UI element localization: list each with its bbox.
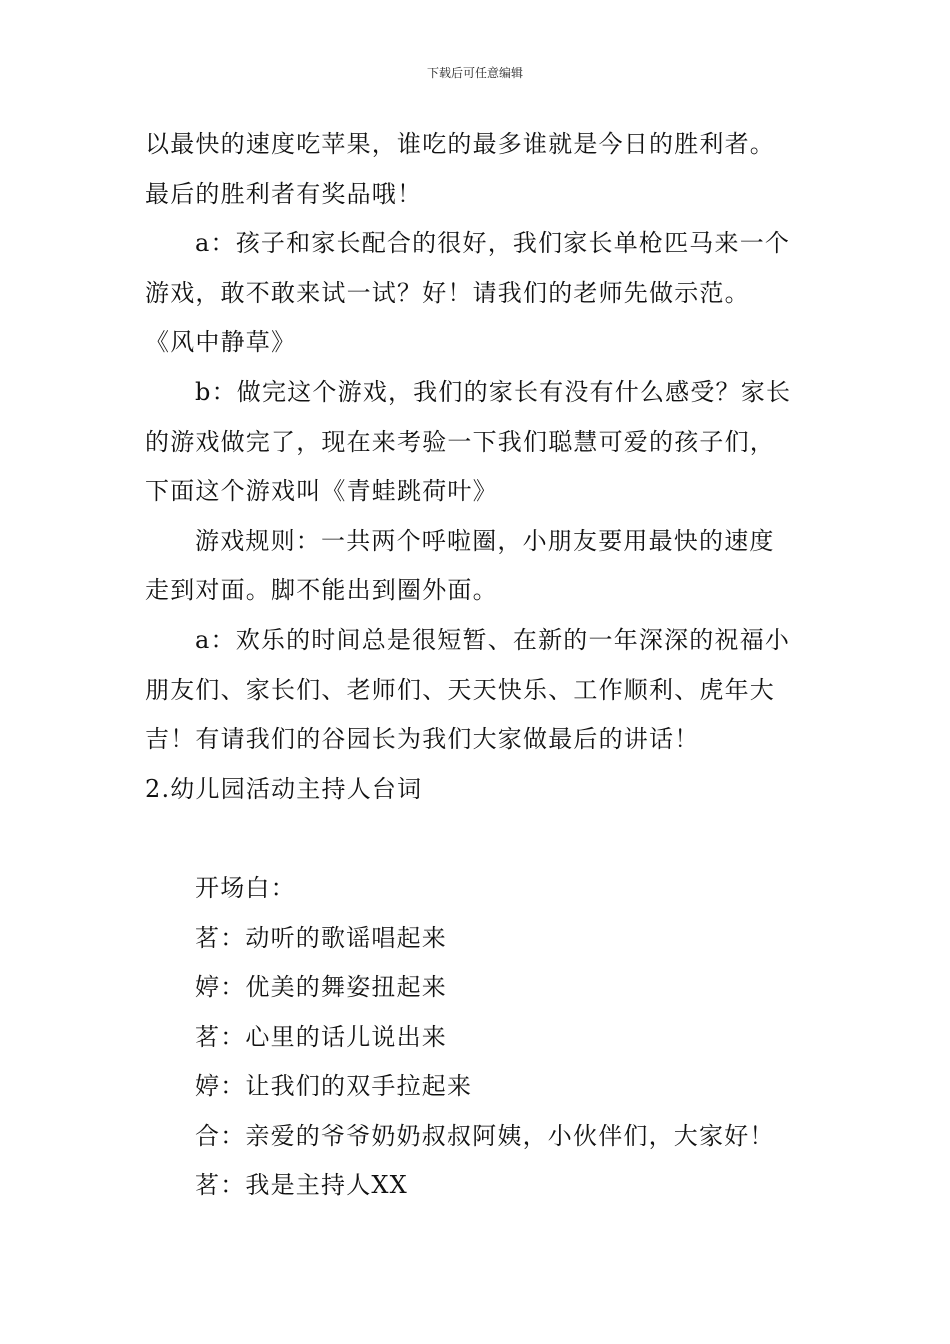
page-header: 下载后可任意编辑	[426, 66, 523, 80]
blank-line	[145, 814, 810, 864]
paragraph-line: 茗：我是主持人XX	[195, 1171, 408, 1200]
paragraph-line: 的游戏做完了，现在来考验一下我们聪慧可爱的孩子们，	[145, 427, 775, 456]
paragraph-line: 婷：让我们的双手拉起来	[195, 1072, 473, 1101]
paragraph-line: 茗：动听的歌谣唱起来	[195, 923, 447, 952]
paragraph-line: 合：亲爱的爷爷奶奶叔叔阿姨，小伙伴们，大家好！	[195, 1121, 775, 1150]
paragraph-line: 游戏规则：一共两个呼啦圈，小朋友要用最快的速度	[195, 526, 775, 555]
paragraph-line: 《风中静草》	[145, 328, 297, 357]
paragraph-line: 婷：优美的舞姿扭起来	[195, 973, 447, 1002]
paragraph-line: 下面这个游戏叫《青蛙跳荷叶》	[145, 477, 498, 506]
paragraph-line: a：孩子和家长配合的很好，我们家长单枪匹马来一个	[195, 229, 791, 258]
paragraph-line: 以最快的速度吃苹果，谁吃的最多谁就是今日的胜利者。	[145, 130, 775, 158]
paragraph-line: 吉！有请我们的谷园长为我们大家做最后的讲话！	[145, 725, 700, 754]
paragraph-line: 开场白：	[195, 873, 296, 902]
paragraph-line: 朋友们、家长们、老师们、天天快乐、工作顺利、虎年大	[145, 675, 775, 704]
paragraph-line: 最后的胜利者有奖品哦！	[145, 179, 423, 208]
section-heading: 2.幼儿园活动主持人台词	[145, 774, 423, 803]
paragraph-line: 茗：心里的话儿说出来	[195, 1022, 447, 1051]
paragraph-line: b：做完这个游戏，我们的家长有没有什么感受？家长	[195, 377, 792, 406]
paragraph-line: 游戏，敢不敢来试一试？好！请我们的老师先做示范。	[145, 278, 750, 307]
paragraph-line: 走到对面。脚不能出到圈外面。	[145, 576, 498, 605]
document-body	[145, 120, 810, 1211]
paragraph-line: a：欢乐的时间总是很短暂、在新的一年深深的祝福小	[195, 625, 791, 654]
